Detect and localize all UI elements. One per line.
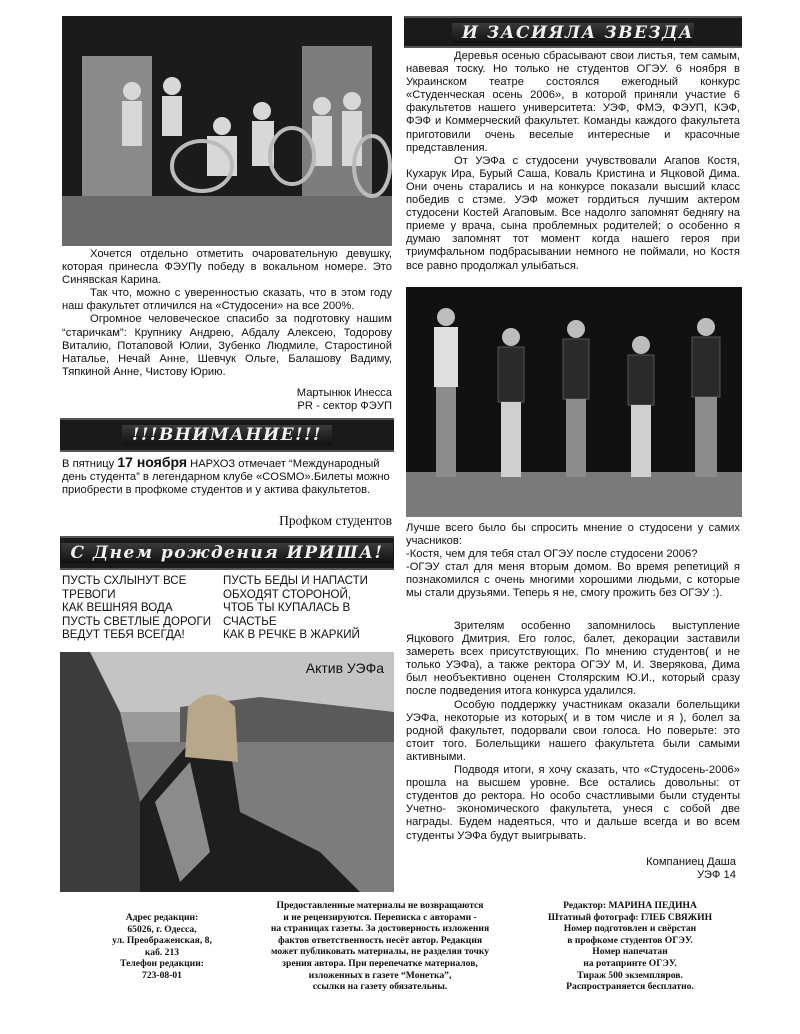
right-signature xyxy=(406,856,736,882)
portrait-caption: Актив УЭФа xyxy=(305,660,384,676)
stage-performance-photo xyxy=(62,16,392,246)
poem-right xyxy=(223,574,393,642)
notice-signature: Профком студентов xyxy=(279,513,392,528)
notice-text: В пятницу 17 ноября НАРХОЗ отмечает “Международный день студента” в легендарном клубе «COSMO».Билеты можно приобрести в профкоме студентов и у актива факультетов. xyxy=(62,454,390,497)
body-paragraph: Особую поддержку участникам оказали болельщики УЭФа, некоторые из которых( и в том числе и я ), болел за родной факультет, подорвали свои голоса. Но поверьте: это стоит того. Болельщики нашего факультета были самыми активными. xyxy=(406,698,740,763)
body-text xyxy=(406,620,740,843)
qa-line: -Костя, чем для тебя стал ОГЭУ после студосени 2006? xyxy=(406,548,698,561)
poem-line: ТРЕВОГИ xyxy=(62,587,116,601)
poem-left xyxy=(62,574,222,642)
poem-line: ПУСТЬ БЕДЫ И НАПАСТИ xyxy=(223,574,369,587)
signature-name: Компаниец Даша xyxy=(646,856,736,868)
notice-date: 17 ноября xyxy=(117,454,187,470)
poem-line: ВЕДУТ ТЕБЯ ВСЕГДА! xyxy=(62,628,185,642)
signature-name: Мартынюк Инесса xyxy=(296,387,392,399)
star-banner-text: И ЗАСИЯЛА ЗВЕЗДА xyxy=(452,23,694,48)
team-on-stage-photo xyxy=(406,287,742,517)
portrait-photo xyxy=(60,652,394,892)
left-signature xyxy=(62,387,392,413)
left-paragraph: Огромное человеческое спасибо за подготовку нашим “старичкам”: Крупнику Андрею, Абдалу Алексею, Тодорову Виталию, Потаповой Юлии, Зубенко Людмиле, Старостиной Наталье, Нечай Анне, Шевчук Ольге, Балашову Вадиму, Тяпкиной Анне, Чистову Юрию. xyxy=(62,313,392,378)
star-banner xyxy=(404,16,742,48)
intro-text xyxy=(406,50,740,273)
poem-line: СЧАСТЬЕ xyxy=(223,614,277,628)
left-paragraph: Так что, можно с уверенностью сказать, что в этом году наш факультет отличился на «Студосени» на все 200%. xyxy=(62,287,392,313)
qa-line: -ОГЭУ стал для меня вторым домом. Во время репетиций я познакомился с очень многими хорошими людьми, с которые мы стали друзьями. Теперь я не, смогу прожить без ОГЭУ :). xyxy=(406,561,740,600)
signature-role: PR - сектор ФЭУП xyxy=(297,400,392,413)
intro-paragraph: От УЭФа с студосени учувствовали Агапов Костя, Кухарук Ира, Бурый Саша, Коваль Кристина и Яцковой Дима. Они очень старались и на конкурсе показали высший класс победив с стэме. УЭФ может гордиться лучшим актером студосени Костей Агаповым. Все надолго запомнят беднягу на приеме у врача, сына проблемных родителей; о особенно я думаю запомнят тот момент когда нашего героя при триумфальном подбрасывании немного не поймали, но Костя все равно продолжал улыбаться. xyxy=(406,154,740,272)
attention-banner xyxy=(60,418,394,452)
birthday-banner xyxy=(60,536,394,570)
qa-line: Лучше всего было бы спросить мнение о студосени у самих учасников: xyxy=(406,522,740,548)
poem-line: ПУСТЬ СВЕТЛЫЕ ДОРОГИ xyxy=(62,614,212,628)
intro-paragraph: Деревья осенью сбрасывают свои листья, тем самым, навевая тоску. Но только не студентов ОГЭУ. 6 ноября в Украинском театре состоялся ежегодный конкурс «Студенческая осень 2006», в которой приняли участие 6 факультетов нашего университета: УЭФ, ФМЭ, ФЭУП, КЭФ, ФЭФ и Коммерческий факультет. Команды каждого факультета приготовили очень веселые интересные и красочные представления. xyxy=(406,50,740,154)
footer-address: Адрес редакции: 65026, г. Одесса, ул. Преображенская, 8, каб. 213 Телефон редакции: 723-08-01 xyxy=(112,912,212,981)
body-paragraph: Подводя итоги, я хочу сказать, что «Студосень-2006» прошла на высшем уровне. Все остались довольны: от студентов до ректора. Но особо счастливыми были студенты Учетно- экономического факультета, унеся с собой две награды. Будем надеяться, что и дальше всегда и во всем студенты УЭФа будут выигрывать. xyxy=(406,764,740,842)
footer-editorial: Редактор: МАРИНА ПЕДИНА Штатный фотограф: ГЛЕБ СВЯЖИН Номер подготовлен и свёрстан в профкоме студентов ОГЭУ. Номер напечатан на ротапринте ОГЭУ. Тираж 500 экземпляров. Распространяется бесплатно. xyxy=(547,900,713,993)
poem-line: ПУСТЬ СХЛЫНУТ ВСЕ xyxy=(62,574,187,587)
poem-line: ОБХОДЯТ СТОРОНОЙ, xyxy=(223,587,352,601)
poem-line: КАК ВЕШНЯЯ ВОДА xyxy=(62,601,173,615)
portrait-illustration xyxy=(60,652,394,892)
qa-text xyxy=(406,522,740,601)
body-paragraph: Зрителям особенно запомнилось выступление Яцкового Дмитрия. Его голос, балет, декорации заставили замереть всех присутствующих. По мнению студентов( и не только УЭФа), а также ректора ОГЭУ М, И. Зверякова, Дима был необъективно оценен Столярским Ю.И., который сразу после подведения итога конкурса удалился. xyxy=(406,620,740,698)
left-paragraph: Хочется отдельно отметить очаровательную девушку, которая принесла ФЭУПу победу в вокальном номере. Это Синявская Карина. xyxy=(62,248,392,287)
signature-group: УЭФ 14 xyxy=(697,869,736,882)
footer-policy: Предоставленные материалы не возвращаются и не рецензируются. Переписка с авторами - на страницах газеты. За достоверность изложения фактов ответственность несёт автор. Редакция может публиковать материалы, не разделяя точку зрения автора. При перепечатке материалов, изложенных в газете “Монетка”, ссылки на газету обязательны. xyxy=(270,900,490,993)
stage-photo-illustration xyxy=(62,16,392,246)
poem-line: ЧТОБ ТЫ КУПАЛАСЬ В xyxy=(223,601,351,615)
birthday-banner-text: С Днем рождения ИРИША! xyxy=(61,543,394,563)
left-article-text xyxy=(62,248,392,379)
poem-line: КАК В РЕЧКЕ В ЖАРКИЙ xyxy=(223,628,360,642)
attention-banner-text: !!!ВНИМАНИЕ!!! xyxy=(122,425,332,445)
team-photo-illustration xyxy=(406,287,742,517)
